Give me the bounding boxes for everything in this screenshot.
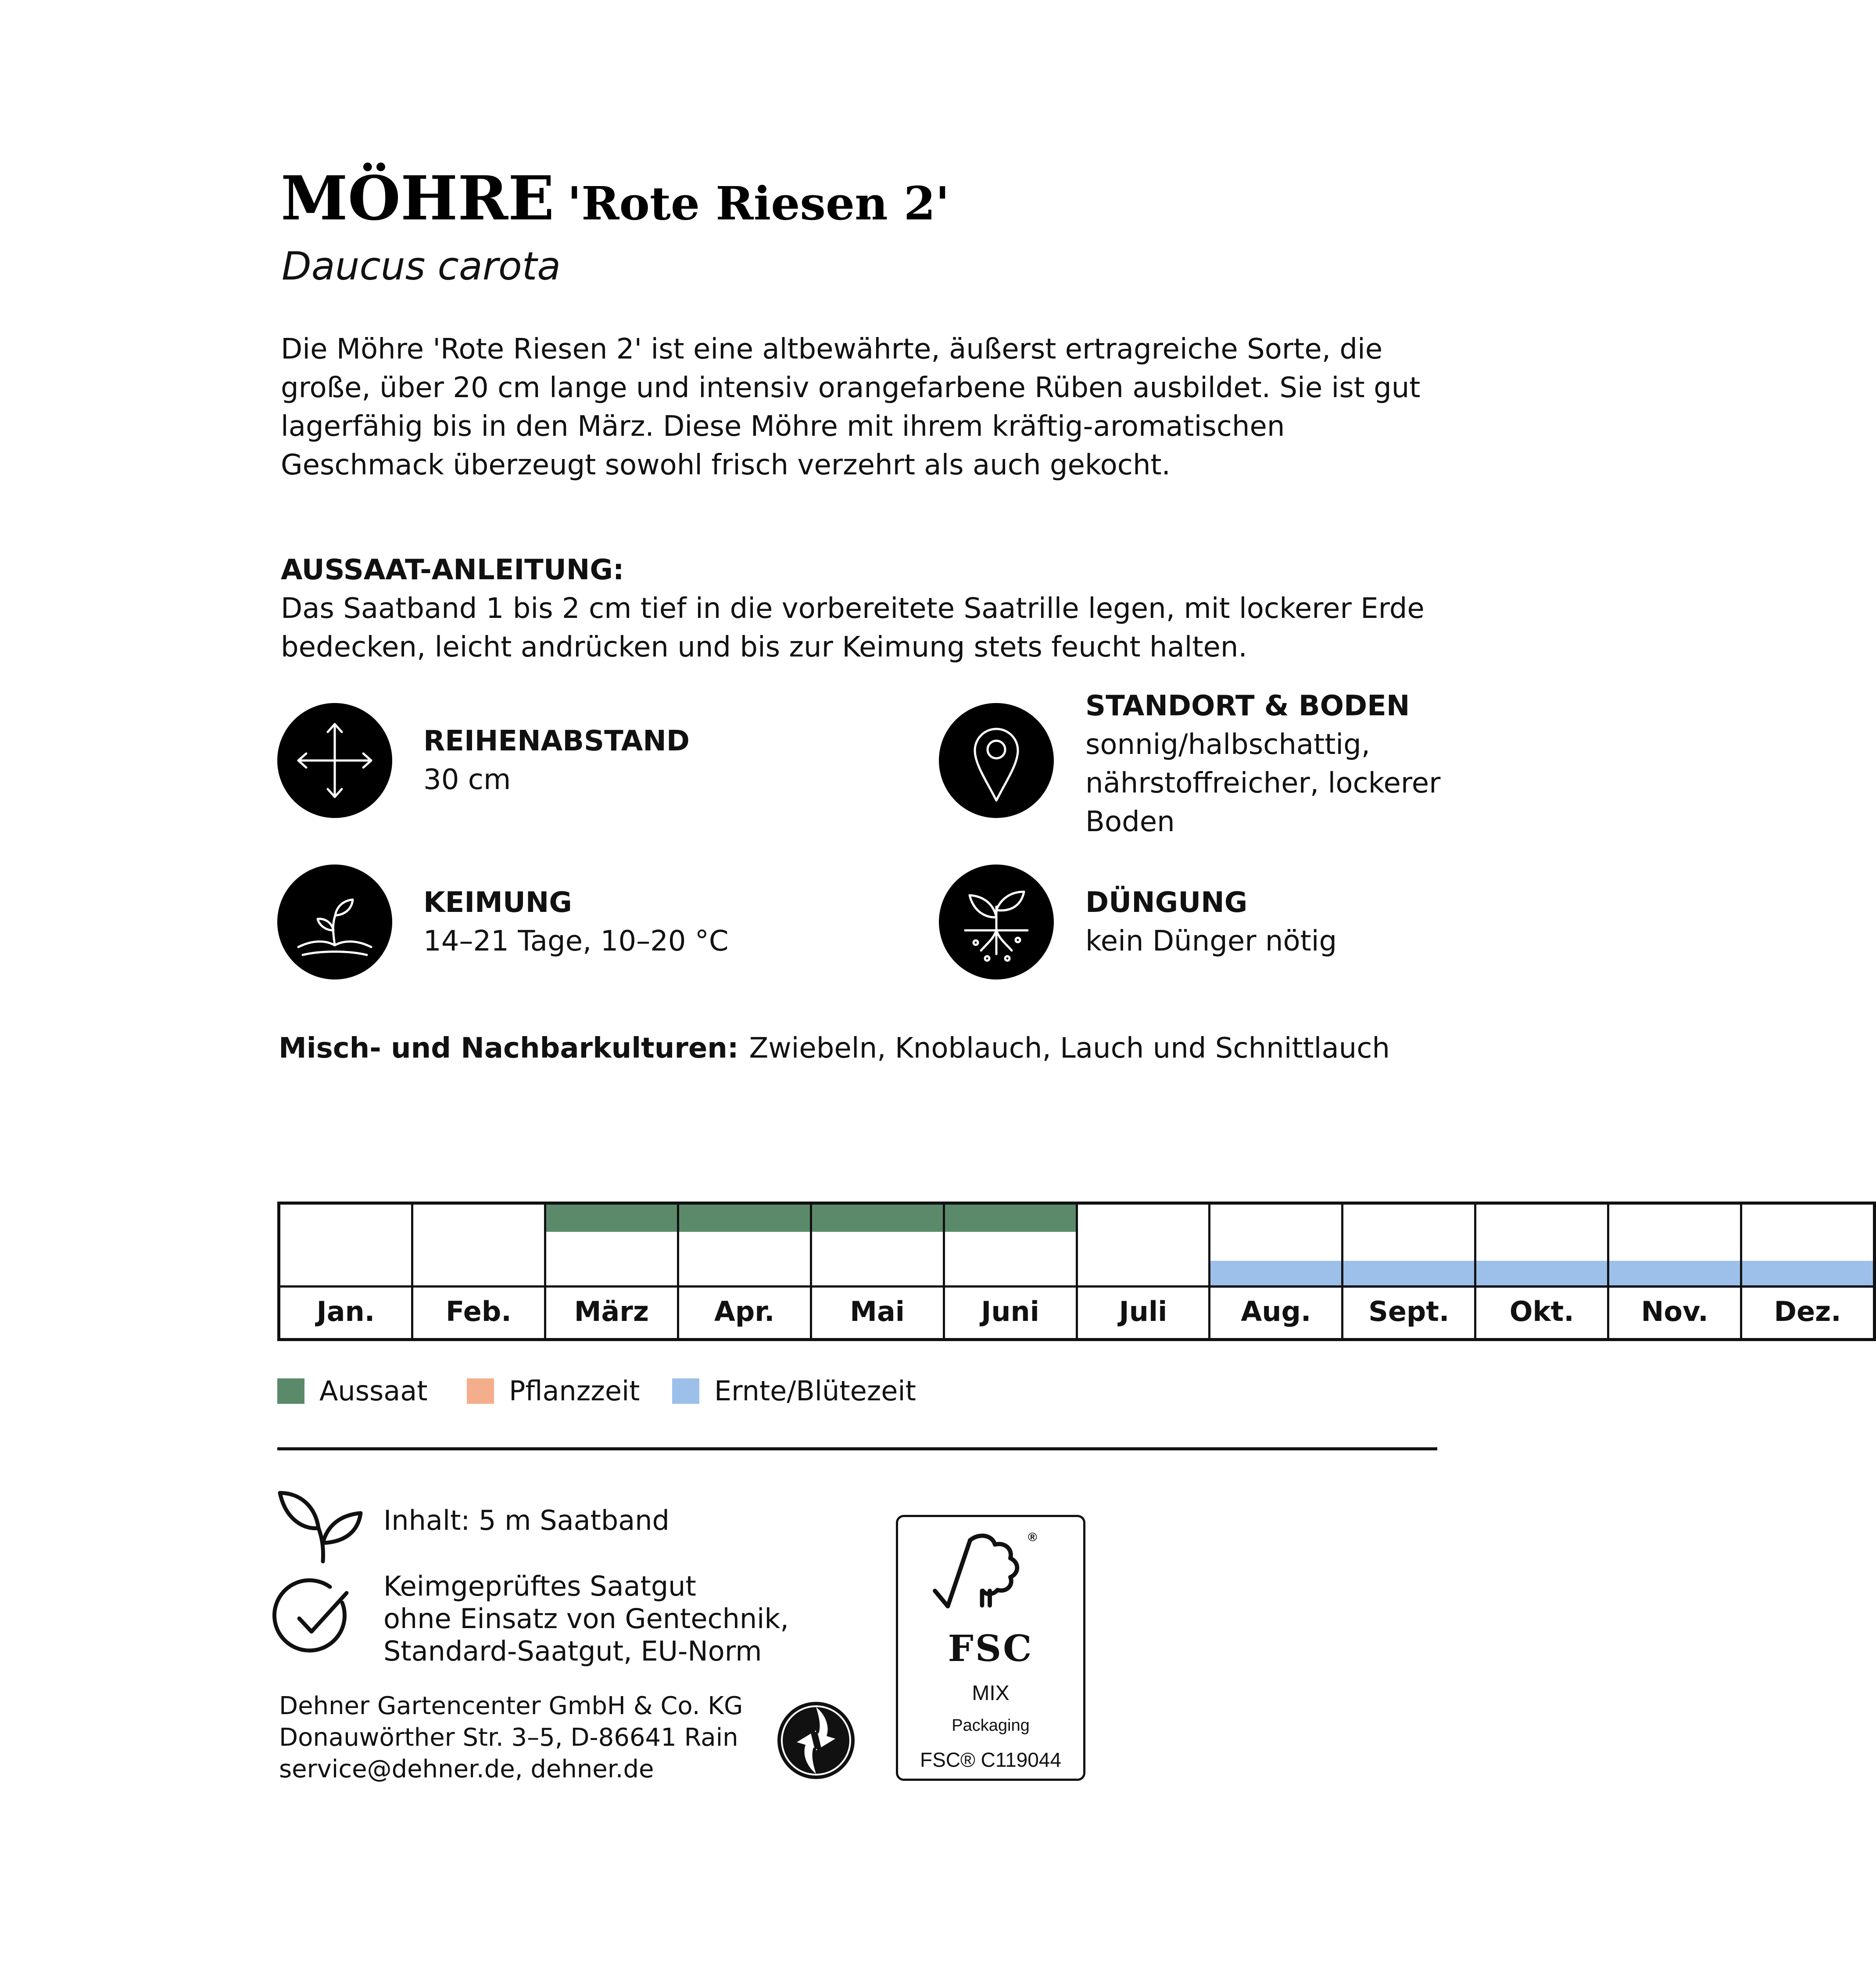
sowing-instructions: Das Saatband 1 bis 2 cm tief in die vorbereitete Saatrille legen, mit lockerer Erde bedecken, leicht andrücken und bis zur Keimung stets feucht halten. [281,592,1425,664]
location-value: sonnig/halbschattig, nährstoffreicher, lockerer Boden [1085,728,1441,838]
address-line: service@dehner.de, dehner.de [279,1755,654,1783]
product-name: MÖHRE [281,162,555,234]
divider [277,1447,1437,1450]
companions-label: Misch- und Nachbarkulturen: [279,1032,739,1065]
seedling-icon [277,865,392,979]
fsc-registered-mark: ® [1028,1530,1037,1544]
legend-harvest-label: Ernte/Blütezeit [714,1375,916,1407]
fertilizing-value: kein Dünger nötig [1085,925,1337,958]
harvest-period-bar [1210,1261,1341,1288]
calendar-month-label: Dez. [1742,1285,1873,1338]
recycling-green-dot-icon [777,1701,856,1780]
fsc-code: FSC® C119044 [920,1748,1061,1771]
calendar-month-label: Jan. [280,1285,411,1338]
location-label: STANDORT & BODEN [1085,690,1410,722]
calendar-month-cell [546,1205,679,1338]
sowing-period-bar [679,1205,810,1232]
calendar-month-cell [1078,1205,1211,1338]
calendar-month-cell [280,1205,413,1338]
calendar-month-cell [1210,1205,1343,1338]
legend-sowing-swatch [277,1378,304,1404]
harvest-period-bar [1476,1261,1607,1288]
address-line: Dehner Gartencenter GmbH & Co. KG [279,1692,743,1720]
location-pin-icon [939,703,1054,818]
product-description: Die Möhre 'Rote Riesen 2' ist eine altbewährte, äußerst ertragreiche Sorte, die große, über 20 cm lange und intensiv orangefarbene Rüben ausbildet. Sie ist gut lagerfähig bis in den März. Diese Möhre mit ihrem kräftig-aromatischen Geschmack überzeugt sowohl frisch verzehrt als auch gekocht. [281,333,1421,481]
calendar-month-label: März [546,1285,677,1338]
arrows-cross-icon [277,703,392,818]
quality-line: Standard-Saatgut, EU-Norm [383,1635,762,1667]
legend-planting-label: Pflanzzeit [509,1375,640,1407]
calendar-month-cell [1343,1205,1476,1338]
row-spacing-label: REIHENABSTAND [423,725,690,757]
sowing-heading: AUSSAAT-ANLEITUNG: [281,554,624,586]
calendar-month-cell [679,1205,812,1338]
sowing-period-bar [546,1205,677,1232]
sowing-period-bar [945,1205,1076,1232]
calendar-month-label: Sept. [1343,1285,1474,1338]
fsc-mix: MIX [972,1682,1010,1705]
calendar-month-cell [1476,1205,1609,1338]
product-title [281,162,949,234]
calendar-month-label: Okt. [1476,1285,1607,1338]
content-amount: Inhalt: 5 m Saatband [383,1504,669,1536]
row-spacing-value: 30 cm [423,764,511,796]
quality-line: Keimgeprüftes Saatgut [383,1570,696,1602]
calendar-month-label: Juli [1078,1285,1209,1338]
legend-sowing [277,1374,428,1409]
sowing-calendar [277,1202,1876,1341]
variety-name: 'Rote Riesen 2' [567,176,950,230]
calendar-month-label: Aug. [1210,1285,1341,1338]
plant-roots-icon [939,865,1054,979]
calendar-month-cell [413,1205,546,1338]
companion-plants [279,1029,1390,1068]
address-line: Donauwörther Str. 3–5, D-86641 Rain [279,1723,738,1752]
harvest-period-bar [1609,1261,1740,1288]
check-circle-icon [276,1580,354,1657]
calendar-month-label: Juni [945,1285,1076,1338]
companions-value: Zwiebeln, Knoblauch, Lauch und Schnittlauch [749,1032,1390,1065]
calendar-month-label: Nov. [1609,1285,1740,1338]
quality-line: ohne Einsatz von Gentechnik, [383,1603,789,1635]
fsc-packaging: Packaging [952,1716,1030,1735]
calendar-month-label: Mai [812,1285,943,1338]
harvest-period-bar [1343,1261,1474,1288]
quality-statement [383,1570,789,1668]
legend-planting [467,1374,640,1409]
calendar-month-label: Apr. [679,1285,810,1338]
leaf-icon [275,1486,367,1565]
legend-harvest [672,1374,916,1409]
germination-value: 14–21 Tage, 10–20 °C [423,925,729,958]
sowing-period-bar [812,1205,943,1232]
legend-harvest-swatch [672,1378,699,1404]
calendar-month-cell [945,1205,1078,1338]
fsc-brand: FSC [948,1628,1034,1670]
germination-label: KEIMUNG [423,886,572,919]
calendar-month-cell [812,1205,945,1338]
fsc-label [896,1515,1085,1781]
legend-sowing-label: Aussaat [319,1375,428,1407]
company-address [279,1690,743,1785]
legend-planting-swatch [467,1378,494,1404]
latin-name: Daucus carota [282,244,561,289]
calendar-month-cell [1609,1205,1742,1338]
calendar-month-label: Feb. [413,1285,544,1338]
calendar-month-cell [1742,1205,1873,1338]
harvest-period-bar [1742,1261,1873,1288]
fertilizing-label: DÜNGUNG [1085,886,1248,919]
